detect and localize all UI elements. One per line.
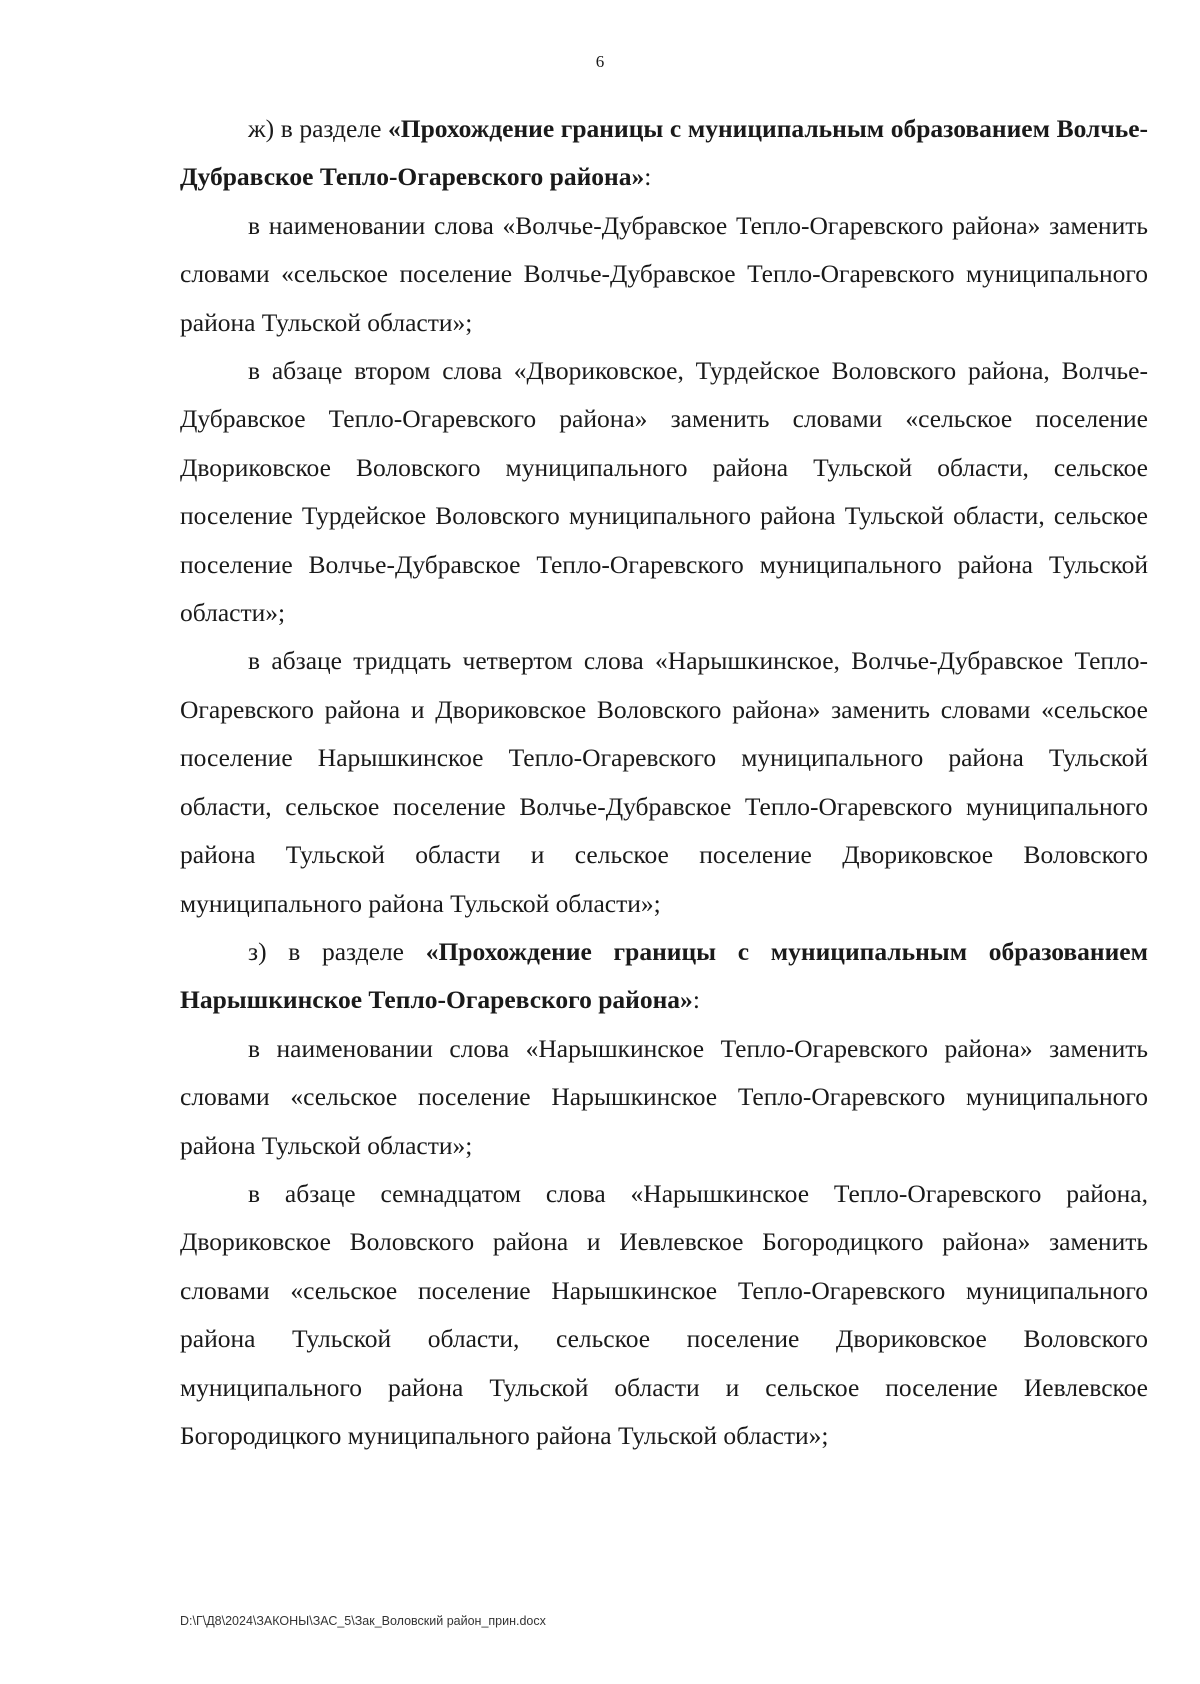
- section-heading-naryshkinskoe: [180, 928, 1148, 1025]
- paragraph-abzats-second: в абзаце втором слова «Двориковское, Турдейское Воловского района, Волчье-Дубравское Тепло-Огаревского района» заменить словами «сельское поселение Двориковское Воловского муниципального района Тульской области, сельское поселение Турдейское Воловского муниципального района Тульской области, сельское поселение Волчье-Дубравское Тепло-Огаревского муниципального района Тульской области»;: [180, 356, 1148, 628]
- heading-title: «Прохождение границы с муниципальным образованием Волчье-Дубравское Тепло-Огаревского района»: [180, 114, 1148, 192]
- paragraph-abzats-seventeenth: в абзаце семнадцатом слова «Нарышкинское Тепло-Огаревского района, Двориковское Воловского района и Иевлевское Богородицкого района» заменить словами «сельское поселение Нарышкинское Тепло-Огаревского муниципального района Тульской области, сельское поселение Двориковское Воловского муниципального района Тульской области и сельское поселение Иевлевское Богородицкого муниципального района Тульской области»;: [180, 1178, 1148, 1450]
- heading-suffix: :: [644, 162, 652, 192]
- page-number: 6: [595, 52, 605, 71]
- paragraph-name-change-1: в наименовании слова «Волчье-Дубравское Тепло-Огаревского района» заменить словами «сельское поселение Волчье-Дубравское Тепло-Огаревского муниципального района Тульской области»;: [180, 210, 1148, 337]
- section-heading-volchye-dubravskoe: [180, 105, 1148, 202]
- heading-suffix: :: [692, 985, 700, 1015]
- paragraph-abzats-thirty-fourth: в абзаце тридцать четвертом слова «Нарышкинское, Волчье-Дубравское Тепло-Огаревского района и Двориковское Воловского района» заменить словами «сельское поселение Нарышкинское Тепло-Огаревского муниципального района Тульской области, сельское поселение Волчье-Дубравское Тепло-Огаревского муниципального района Тульской области и сельское поселение Двориковское Воловского муниципального района Тульской области»;: [180, 646, 1148, 918]
- heading-prefix: з) в разделе: [248, 936, 426, 966]
- file-path-footer: D:\Г\Д8\2024\ЗАКОНЫ\ЗАС_5\Зак_Воловский район_прин.docx: [180, 1614, 546, 1628]
- heading-prefix: ж) в разделе: [248, 114, 388, 143]
- document-body: [180, 105, 1148, 1460]
- paragraph-name-change-2: в наименовании слова «Нарышкинское Тепло-Огаревского района» заменить словами «сельское поселение Нарышкинское Тепло-Огаревского муниципального района Тульской области»;: [180, 1033, 1148, 1160]
- heading-title: «Прохождение границы с муниципальным образованием Нарышкинское Тепло-Огаревского района»: [180, 936, 1148, 1015]
